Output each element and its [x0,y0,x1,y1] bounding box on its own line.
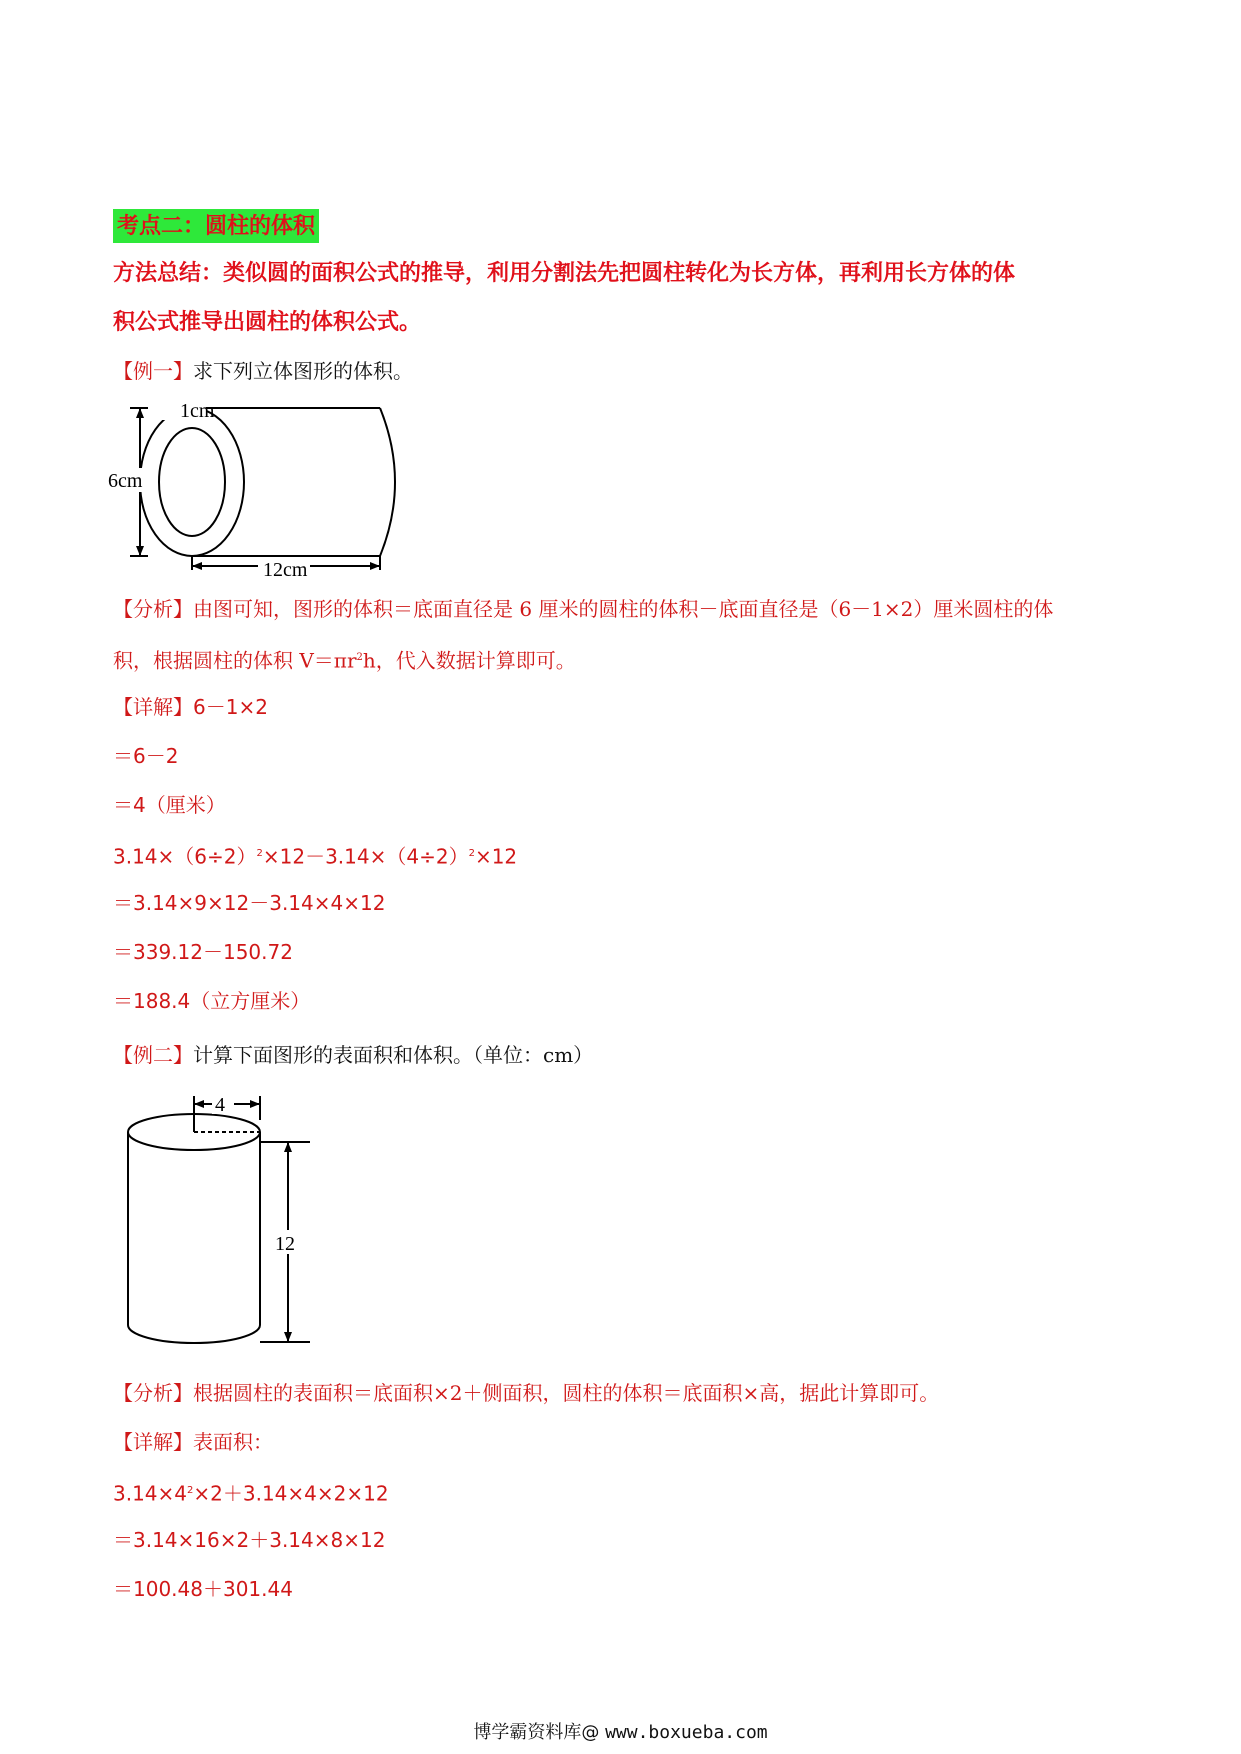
thickness-label: 1cm [180,400,215,422]
example1-question-line [113,356,413,386]
footer-url[interactable]: www.boxueba.com [605,1722,768,1743]
example2-step: ＝3.14×16×2＋3.14×8×12 [113,1528,386,1552]
calc-part-b: ×2＋3.14×4×2×12 [193,1481,389,1506]
example2-detail-first: 表面积： [193,1430,273,1454]
cylinder-bottom-arc [128,1325,260,1343]
example2-detail-tag: 【详解】 [113,1430,193,1454]
example1-analysis-tag: 【分析】 [113,597,193,621]
calc-sup1: 2 [256,848,263,859]
calc-part-a: 3.14×（6÷2） [113,844,257,869]
cylinder-back-edge [380,408,395,556]
example2-question: 计算下面图形的表面积和体积。（单位：cm） [193,1043,594,1067]
example1-step: ＝188.4（立方厘米） [113,989,311,1013]
example1-tag: 【例一】 [113,359,193,383]
example2-analysis-line [113,1378,939,1408]
footer-prefix: 博学霸资料库@ [473,1722,606,1743]
example1-step: ＝6－2 [113,744,179,768]
height-label: 12 [275,1233,295,1255]
example2-step: ＝100.48＋301.44 [113,1577,293,1601]
method-summary-line2: 积公式推导出圆柱的体积公式。 [113,309,422,335]
example1-analysis-text2b: h，代入数据计算即可。 [362,648,576,673]
calc-part-a: 3.14×4 [113,1481,188,1506]
example1-question: 求下列立体图形的体积。 [193,359,413,383]
section-title: 考点二：圆柱的体积 [113,209,319,243]
example2-detail-line [113,1427,273,1457]
example1-step: ＝339.12－150.72 [113,940,293,964]
example2-analysis-text: 根据圆柱的表面积＝底面积×2＋侧面积，圆柱的体积＝底面积×高，据此计算即可。 [193,1381,940,1405]
example1-detail-line [113,692,268,722]
length-label: 12cm [263,559,308,578]
cylinder-figure [120,1090,330,1355]
radius-label: 4 [215,1094,225,1116]
calc-sup: 2 [187,1485,194,1496]
example2-calc-line [113,1476,389,1509]
calc-sup2: 2 [468,848,475,859]
example1-calc-line [113,839,517,872]
hollow-cylinder-figure [108,398,418,578]
example1-analysis-text1: 由图可知，图形的体积＝底面直径是 6 厘米的圆柱的体积－底面直径是（6－1×2）厘米圆柱的体 [193,597,1054,621]
outer-circle-face [140,408,244,556]
inner-circle-face [159,428,225,536]
example2-analysis-tag: 【分析】 [113,1381,193,1405]
example1-analysis-sup: 2 [356,652,363,663]
example1-step: ＝4（厘米） [113,793,226,817]
example1-analysis-line2 [113,643,576,676]
calc-part-c: ×12 [474,844,518,869]
calc-part-b: ×12－3.14×（4÷2） [262,844,469,869]
example1-detail-first: 6－1×2 [193,695,268,719]
method-summary-line1: 方法总结：类似圆的面积公式的推导，利用分割法先把圆柱转化为长方体，再利用长方体的体 [113,260,1016,286]
diameter-label: 6cm [108,470,143,492]
example1-step: ＝3.14×9×12－3.14×4×12 [113,891,386,915]
example2-tag: 【例二】 [113,1043,193,1067]
example1-detail-tag: 【详解】 [113,695,193,719]
footer [0,1718,1241,1744]
example2-question-line [113,1040,593,1070]
example1-analysis-line1 [113,594,1053,624]
example1-analysis-text2a: 积，根据圆柱的体积 V＝πr [113,648,357,673]
